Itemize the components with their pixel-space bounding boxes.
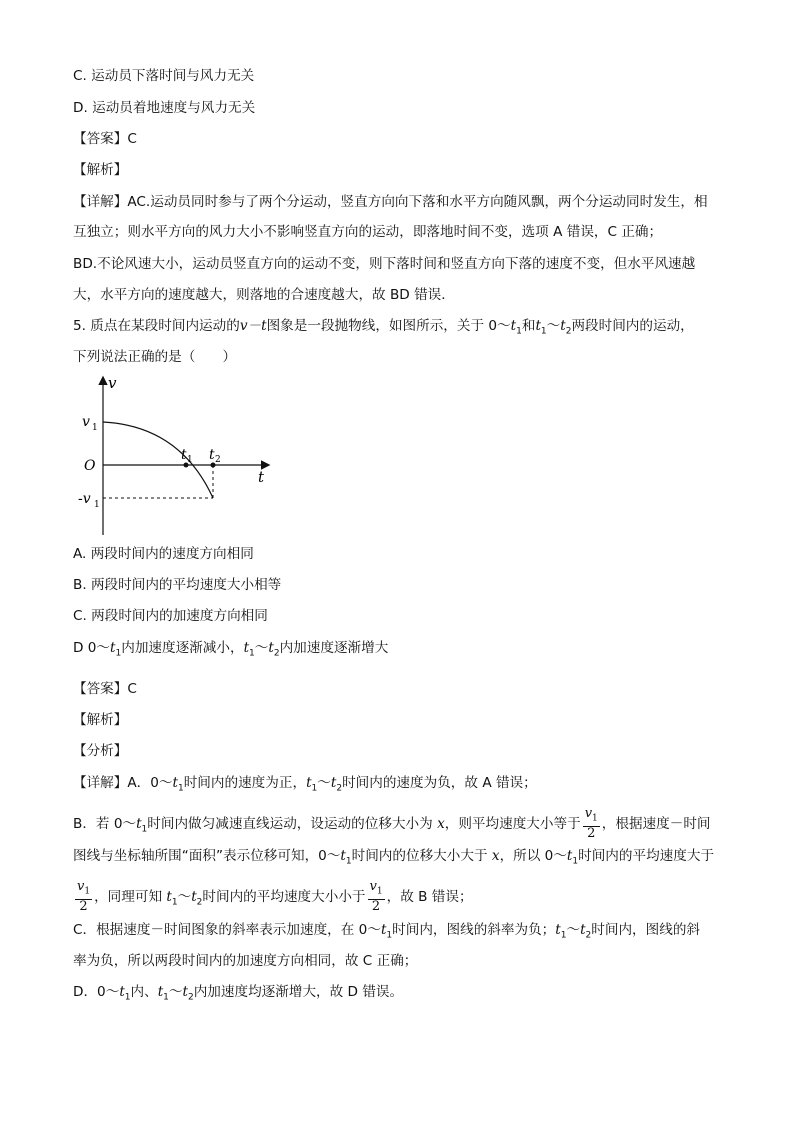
solution-d: D．$0\sim t_1$内、$t_1\sim t_2$内加速度均逐渐增大，故 D 错误。 [73,984,404,1003]
solution-b-line-2: 图线与坐标轴所围“面积”表示位移可知，$0\sim t_1$时间内的位移大小大于 x，所以 $0\sim t_1$时间内的平均速度大于 [73,848,715,867]
solution-a: 【详解】A．$0\sim t_1$时间内的速度为正，$t_1\sim t_2$时间内的速度为负，故 A 错误； [73,775,537,794]
solution-c-line-2: 率为负，所以两段时间内的加速度方向相同，故 C 正确； [73,953,418,969]
detail-prev-line-3: BD.不论风速大小，运动员竖直方向的运动不变，则下落时间和竖直方向下落的速度不变，但水平风速越 [73,256,696,272]
question-5-stem-line-2: 下列说法正确的是（ ） [73,349,237,365]
vt-symbol: v－t [239,318,267,334]
solution-b-line-3: $\frac{v_1}{2}$ ，同理可知 $t_1\sim t_2$时间内的平均速度大小小于 $\frac{v_1}{2}$ ，故 B 错误； [77,879,473,914]
v-axis-label: v [108,374,117,392]
t-axis-label: t [258,468,265,486]
v1-label-sub: 1 [92,423,98,433]
analysis-prev: 【解析】 [73,162,128,178]
neg-v1-label-sub: 1 [94,500,100,510]
option-c: C. 两段时间内的加速度方向相同 [73,608,268,624]
fraction-v1-over-2: $\frac{v_1}{2}$ [77,879,91,914]
analysis-q5: 【解析】 [73,712,128,728]
fraction-v1-over-2: $\frac{v_1}{2}$ [369,879,383,914]
vt-graph [70,370,280,540]
option-b: B. 两段时间内的平均速度大小相等 [73,577,282,593]
answer-q5: 【答案】C [73,681,137,697]
detail-prev-line-2: 互独立；则水平方向的风力大小不影响竖直方向的运动，即落地时间不变，选项 A 错误，C 正确； [73,224,663,240]
fraction-v1-over-2: $\frac{v_1}{2}$ [584,806,598,841]
t1-label-sub: 1 [187,455,193,465]
option-d: D $0\sim t_1$内加速度逐渐减小，$t_1\sim t_2$内加速度逐渐增大 [73,640,389,659]
neg-v1-label: -v [78,491,91,507]
option-c-prev: C. 运动员下落时间与风力无关 [73,68,255,84]
answer-prev: 【答案】C [73,131,137,147]
origin-label: O [84,458,96,474]
option-d-prev: D. 运动员着地速度与风力无关 [73,100,256,116]
parabola-curve [103,422,213,498]
v1-label: v [82,414,90,430]
t1-label: t [181,447,187,463]
option-a: A. 两段时间内的速度方向相同 [73,546,254,562]
question-5-stem-line-1: 5. 质点在某段时间内运动的v－t图象是一段抛物线，如图所示，关于 $0\sim t_1$和$t_1\sim t_2$两段时间内的运动， [73,318,694,337]
solution-b-line-1: B．若 $0\sim t_1$时间内做匀减速直线运动，设运动的位移大小为 x，则平均速度大小等于 $\frac{v_1}{2}$ ，根据速度－时间 [73,806,711,841]
t2-label-sub: 2 [215,455,221,465]
detail-prev-line-1: 【详解】AC.运动员同时参与了两个分运动，竖直方向向下落和水平方向随风飘，两个分运动同时发生，相 [73,194,708,210]
t2-label: t [209,447,215,463]
fenxi-q5: 【分析】 [73,743,128,759]
solution-c-line-1: C．根据速度－时间图象的斜率表示加速度，在 $0\sim t_1$时间内，图线的斜率为负；$t_1\sim t_2$时间内，图线的斜 [73,922,701,941]
detail-prev-line-4: 大，水平方向的速度越大，则落地的合速度越大，故 BD 错误． [73,287,455,303]
